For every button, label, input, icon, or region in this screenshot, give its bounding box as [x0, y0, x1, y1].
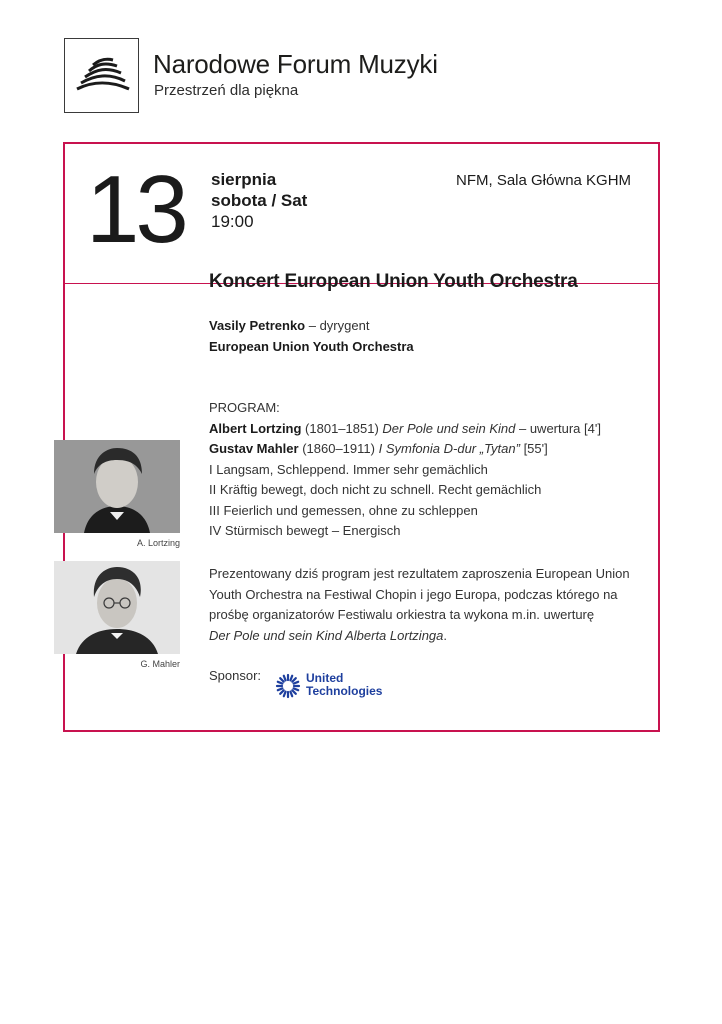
composer-name: Gustav Mahler	[209, 441, 299, 456]
performers	[209, 316, 414, 357]
nfm-logo-icon	[75, 55, 131, 95]
performer-row	[209, 316, 414, 337]
program-item	[209, 439, 601, 460]
performer-role: – dyrygent	[305, 318, 370, 333]
sponsor-label: Sponsor:	[209, 668, 262, 683]
performer-row	[209, 337, 414, 358]
org-tagline: Przestrzeń dla piękna	[154, 82, 299, 99]
united-technologies-logo	[274, 672, 414, 700]
movement: III Feierlich und gemessen, ohne zu schleppen	[209, 502, 478, 518]
description	[209, 564, 630, 646]
performer-name: Vasily Petrenko	[209, 318, 306, 333]
program	[209, 398, 601, 542]
portrait-lortzing	[54, 440, 180, 533]
composer-dates: (1801–1851)	[301, 420, 383, 436]
sponsor-name-line2: Technologies	[306, 684, 383, 698]
org-name: Narodowe Forum Muzyki	[153, 49, 438, 79]
work-extra: – uwertura [4']	[515, 420, 601, 436]
nfm-logo	[64, 38, 139, 113]
event-title: Koncert European Union Youth Orchestra	[209, 271, 578, 292]
sponsor-name	[306, 672, 382, 698]
event-weekday: sobota / Sat	[211, 191, 308, 210]
program-item	[209, 419, 601, 440]
portrait-mahler	[54, 561, 180, 654]
sunburst-icon	[274, 672, 302, 700]
performer-name: European Union Youth Orchestra	[209, 338, 414, 354]
description-line: Prezentowany dziś program jest rezultatem zaproszenia European Union	[209, 566, 630, 581]
movement: IV Stürmisch bewegt – Energisch	[209, 523, 401, 538]
event-month: sierpnia	[211, 170, 277, 189]
description-line: Youth Orchestra na Festiwal Chopin i jego Europa, podczas którego na	[209, 586, 618, 602]
description-suffix: .	[443, 627, 448, 643]
composer-dates: (1860–1911)	[298, 441, 379, 456]
work-title: I Symfonia D-dur „Tytan”	[378, 441, 520, 456]
event-day: 13	[86, 156, 185, 263]
description-line: prośbę organizatorów Festiwalu orkiestra ta wykona m.in. uwerturę	[209, 607, 595, 622]
work-extra: [55']	[519, 441, 548, 456]
sponsor-name-line1: United	[306, 671, 344, 685]
movement: I Langsam, Schleppend. Immer sehr gemächlich	[209, 461, 488, 477]
composer-name: Albert Lortzing	[209, 420, 302, 436]
program-label: PROGRAM:	[209, 400, 280, 415]
event-time: 19:00	[211, 212, 254, 231]
event-venue: NFM, Sala Główna KGHM	[456, 172, 632, 189]
caption-mahler: G. Mahler	[140, 659, 180, 669]
description-line	[209, 626, 630, 647]
description-italic: Der Pole und sein Kind Alberta Lortzinga	[209, 627, 444, 643]
movement: II Kräftig bewegt, doch nicht zu schnell. Recht gemächlich	[209, 482, 542, 497]
caption-lortzing: A. Lortzing	[136, 538, 180, 548]
work-title: Der Pole und sein Kind	[382, 420, 516, 436]
